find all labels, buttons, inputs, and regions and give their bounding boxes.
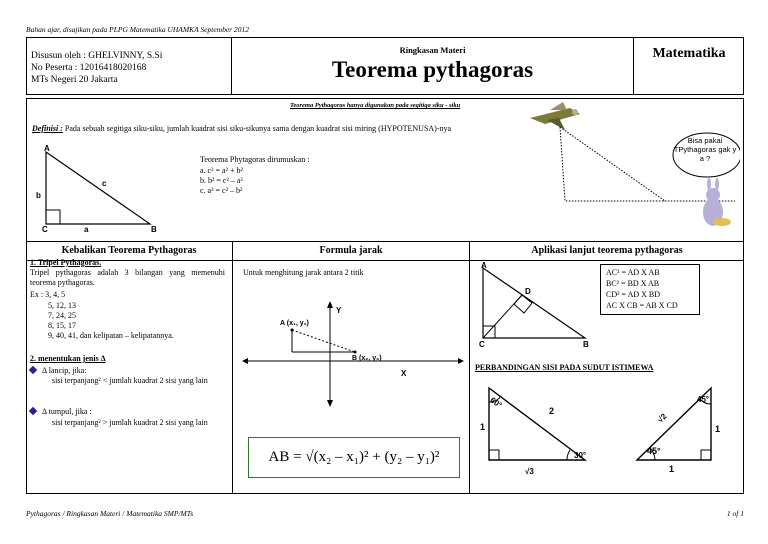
relations-box [600, 264, 700, 315]
subtitle: Ringkasan Materi [399, 45, 466, 55]
diamond-bullet-icon [29, 366, 37, 374]
formula-b: b. b² = c² – a² [200, 176, 243, 185]
right-triangle-figure [30, 140, 170, 236]
example-1: Ex : 3, 4, 5 [30, 290, 66, 299]
tumpul-item [30, 407, 92, 417]
tumpul-title: Δ tumpul, jika : [42, 407, 92, 416]
label-a: a [84, 225, 89, 234]
page-title: Teorema pythagoras [331, 57, 534, 82]
t2-angle-left: 45° [647, 446, 661, 456]
point-A-label: A (x₁, y₁) [280, 320, 309, 327]
t1-angle-top: 60° [488, 395, 504, 410]
t2-angle-top: 45° [697, 395, 710, 404]
label-B: B [151, 225, 157, 234]
altitude-triangle-figure [475, 258, 595, 350]
coordinate-plane [240, 298, 465, 408]
label-C: C [42, 225, 48, 234]
special-triangles-figure [475, 380, 745, 480]
t1-angle-right: 30° [574, 451, 587, 460]
intro-note: Teorema Pythagoras hanya digunakan pada segitiga siku - siku [290, 102, 461, 109]
tumpul-text: sisi terpanjang² > jumlah kuadrat 2 sisi yang lain [52, 418, 208, 427]
airplane-icon [530, 102, 580, 130]
top-note: Bahan ajar, disajikan pada PLPG Matematika UHAMKA September 2012 [26, 25, 249, 34]
lancip-text: sisi terpanjang² < jumlah kuadrat 2 sisi yang lain [52, 376, 208, 385]
participant-number: No Peserta : 12016418020168 [31, 63, 147, 73]
definition-text: Pada sebuah segitiga siku-siku, jumlah kuadrat sisi siku-sikunya sama dengan kuadrat sisi miring (HYPOTENUSA)-nya [64, 124, 452, 133]
example-3: 7, 24, 25 [48, 311, 76, 320]
label-B: B [583, 340, 589, 349]
formula-title: Teorema Phytagoras dirumuskan : [200, 155, 310, 164]
t2-hypotenuse: √2 [655, 411, 669, 425]
diamond-bullet-icon [29, 407, 37, 415]
relation-3: CD² = AD X BD [606, 290, 661, 299]
relation-1: AC² = AD X AB [606, 268, 660, 277]
formula-a: a. c² = a² + b² [200, 166, 243, 175]
tripel-title: 1. Tripel Pythagoras. [30, 258, 102, 267]
label-b: b [36, 191, 41, 200]
definition-label: Definisi : [32, 124, 63, 133]
label-A: A [44, 144, 50, 153]
rabbit-icon [703, 178, 731, 226]
distance-formula: AB = √(x₂ – x₁)² + (y₂ – y₁)² [248, 437, 460, 478]
x-axis-label: X [401, 369, 407, 378]
distance-text: Untuk menghitung jarak antara 2 titik [243, 268, 364, 277]
airplane-illustration [525, 100, 740, 240]
footer-page: 1 of 1 [726, 509, 744, 518]
label-C: C [479, 340, 485, 349]
example-2: 5, 12, 13 [48, 301, 76, 310]
example-4: 8, 15, 17 [48, 321, 76, 330]
right-column-heading: Aplikasi lanjut teorema pythagoras [470, 242, 744, 261]
relation-4: AC X CB = AB X CD [606, 301, 678, 310]
subject: Matematika [652, 46, 726, 61]
middle-column-heading: Formula jarak [233, 242, 469, 261]
jenis-title: 2. menentukan jenis Δ [30, 354, 106, 363]
example-5: 9, 40, 41, dan kelipatan – kelipatannya. [48, 331, 174, 340]
special-angles-title: PERBANDINGAN SISI PADA SUDUT ISTIMEWA [475, 363, 654, 372]
t2-base: 1 [669, 464, 675, 474]
y-axis-label: Y [336, 306, 342, 315]
label-c: c [102, 179, 107, 188]
lancip-item [30, 366, 86, 376]
header-box [26, 37, 744, 95]
triangle-shape [46, 152, 150, 224]
t1-side: 1 [480, 422, 486, 432]
t2-side: 1 [715, 424, 721, 434]
school: MTs Negeri 20 Jakarta [31, 75, 118, 85]
formula-c: c. a² = c² – b² [200, 186, 243, 195]
point-B-label: B (x₂, y₂) [352, 355, 382, 362]
definition [32, 124, 532, 134]
relation-2: BC² = BD X AB [606, 279, 660, 288]
label-D: D [525, 287, 531, 296]
t1-hypotenuse: 2 [549, 406, 555, 416]
t1-base: √3 [525, 467, 534, 476]
left-column-heading: Kebalikan Teorema Pythagoras [26, 242, 232, 261]
author: Disusun oleh : GHELVINNY, S.Si [31, 51, 163, 61]
footer-left: Pythagoras / Ringkasan Materi / Matematika SMP/MTs [26, 509, 194, 518]
tripel-text: Tripel pythagoras adalah 3 bilangan yang memenuhi teorema pythagoras. [30, 268, 225, 287]
lancip-title: Δ lancip, jika: [42, 366, 87, 375]
speech-bubble-text: Bisa pakai TPythagoras gak y a ? [673, 136, 737, 163]
label-A: A [481, 261, 487, 270]
